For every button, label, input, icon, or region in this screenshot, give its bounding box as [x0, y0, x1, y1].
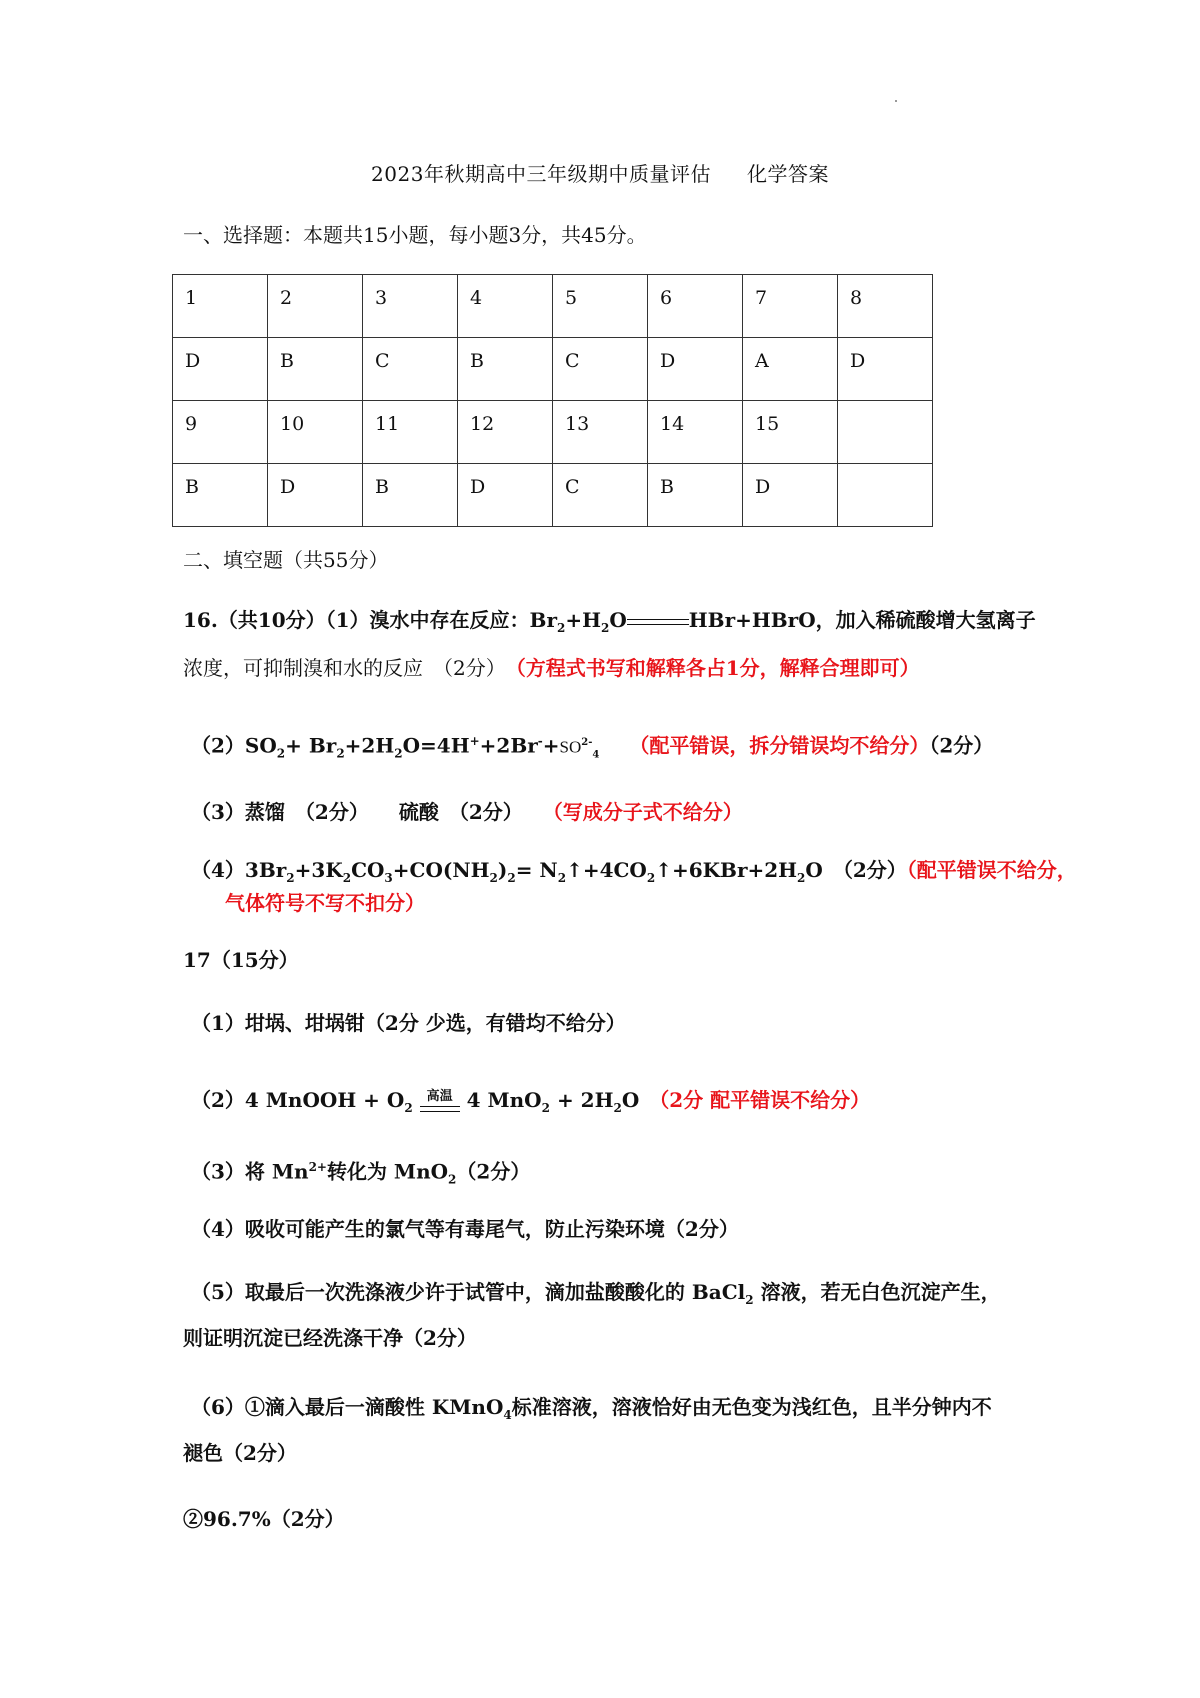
subscript: 2 [394, 746, 403, 761]
table-cell: D [458, 464, 553, 527]
text: （2）SO [191, 733, 277, 758]
table-cell: 3 [363, 275, 458, 338]
speck [895, 100, 897, 102]
subscript: 2 [342, 871, 352, 885]
table-cell: B [363, 464, 458, 527]
q17-part1: （1）坩埚、坩埚钳（2分 少选，有错均不给分） [191, 1011, 626, 1035]
text: +H [565, 608, 601, 632]
table-cell: 2 [268, 275, 363, 338]
table-cell: D [268, 464, 363, 527]
text: ↑+4CO [566, 858, 647, 882]
table-cell: A [743, 338, 838, 401]
text: O [609, 608, 627, 632]
q16-part4: $(4)3Br_2+3K_2CO_3+CO(NH_2)_2=$ $N_2↑+4CO_2↑+6KBr+2H_2O$ （2分）（配平错误不给分， [191, 858, 1077, 885]
subscript: 2 [745, 1293, 754, 1307]
table-cell: C [553, 464, 648, 527]
table-cell: 10 [268, 401, 363, 464]
table-cell: C [553, 338, 648, 401]
table-cell: 14 [648, 401, 743, 464]
subscript: 2 [556, 621, 566, 635]
subscript: 2 [557, 871, 567, 885]
subscript: 2 [797, 871, 806, 885]
page-title [0, 158, 1200, 187]
equilibrium-sign [627, 613, 689, 631]
superscript: 2+ [308, 1160, 327, 1174]
table-cell: 4 [458, 275, 553, 338]
q17-part6-line2: 褪色（2分） [183, 1441, 297, 1465]
table-cell [838, 464, 933, 527]
table-cell: 8 [838, 275, 933, 338]
section-choice-heading: 一、选择题：本题共15小题，每小题3分，共45分。 [183, 223, 647, 247]
table-cell: 6 [648, 275, 743, 338]
grading-note: （方程式书写和解释各占1分，解释合理即可） [515, 656, 920, 680]
text: HBr+HBrO，加入稀硫酸增大氢离子 [688, 608, 1036, 632]
table-cell: 13 [553, 401, 648, 464]
text: O （2分） [805, 858, 907, 882]
text: （2）4 MnOOH + O [191, 1088, 405, 1112]
sulfate-ion: SO [559, 737, 582, 757]
text: = N [515, 858, 558, 882]
title-main: 2023年秋期高中三年级期中质量评估 [371, 162, 711, 186]
table-cell: B [458, 338, 553, 401]
text: O=4H [402, 733, 470, 758]
text: （6）①滴入最后一滴酸性 KMnO [191, 1395, 504, 1419]
subscript: 2 [336, 746, 345, 761]
table-cell: B [173, 464, 268, 527]
grading-note: （2分 配平错误不给分） [659, 1088, 871, 1112]
table-cell [838, 401, 933, 464]
text: （5）取最后一次洗涤液少许于试管中，滴加盐酸酸化的 BaCl [191, 1280, 746, 1304]
q16-line1 [183, 605, 1036, 643]
grading-note: （写成分子式不给分） [552, 800, 743, 824]
text: （3）将 Mn [191, 1159, 309, 1184]
text: 标准溶液，溶液恰好由无色变为浅红色，且半分钟内不 [511, 1395, 992, 1419]
q17-part5-line2: 则证明沉淀已经洗涤干净（2分） [183, 1326, 477, 1350]
subscript: 2 [276, 746, 286, 761]
q16-part2: $(2)SO_2+ Br_2+2H_2O=4H^++2Br^-+SO^{2-}_4$ （配平错误，拆分错误均不给分）（2分） [191, 733, 994, 761]
q17-part2 [191, 1085, 870, 1123]
text: ) [497, 858, 508, 882]
q17-heading: 17（15分） [183, 948, 299, 972]
subscript: 2 [489, 871, 498, 885]
table-row [173, 401, 933, 464]
subscript: 2 [601, 621, 610, 635]
q16-part4-note2: 气体符号不写不扣分） [225, 891, 425, 915]
grading-note: （配平错误不给分， [906, 858, 1077, 882]
table-cell: D [838, 338, 933, 401]
text: +2H [344, 733, 395, 758]
text: （2分） [456, 1159, 531, 1184]
table-cell: C [363, 338, 458, 401]
table-row [173, 275, 933, 338]
text: +3K [294, 858, 343, 882]
text: 转化为 MnO [326, 1159, 449, 1184]
reaction-condition [420, 1090, 460, 1114]
text: 溶液，若无白色沉淀产生， [760, 1280, 1001, 1304]
title-sub: 化学答案 [746, 162, 829, 186]
condition-label: 高温 [426, 1088, 453, 1104]
q17-part4: （4）吸收可能产生的氯气等有毒尾气，防止污染环境（2分） [191, 1217, 739, 1241]
text: CO [351, 858, 385, 882]
table-cell: 15 [743, 401, 838, 464]
table-row [173, 338, 933, 401]
q17-part3 [191, 1152, 530, 1195]
text: + 2H [556, 1088, 614, 1112]
text: 浓度，可抑制溴和水的反应 （2分） [183, 656, 496, 680]
answer-table [172, 274, 933, 527]
subscript: 2 [404, 1101, 413, 1115]
text: O [621, 1088, 640, 1112]
text: 4 MnO [466, 1088, 542, 1112]
table-cell: 5 [553, 275, 648, 338]
q16-line2 [183, 653, 920, 683]
table-cell: 1 [173, 275, 268, 338]
table-cell: 11 [363, 401, 458, 464]
table-cell: D [648, 338, 743, 401]
q17-part6-2: ②96.7%（2分） [183, 1507, 345, 1531]
q17-part6: （6）①滴入最后一滴酸性 KMnO$_4$标准溶液，溶液恰好由无色变为浅红色，且半分钟内不 [191, 1395, 992, 1422]
table-cell: B [648, 464, 743, 527]
subscript: 2 [448, 1172, 457, 1187]
text: ↑+6KBr+2H [655, 858, 798, 882]
table-cell: 12 [458, 401, 553, 464]
q16-part3 [191, 797, 743, 827]
section-fill-heading: 二、填空题（共55分） [183, 548, 389, 572]
table-cell: D [743, 464, 838, 527]
grading-note: （配平错误，拆分错误均不给分） [639, 733, 930, 758]
q17-part5 [191, 1277, 1001, 1315]
subscript: 2 [286, 871, 295, 885]
subscript: 2 [646, 871, 656, 885]
table-cell: 7 [743, 275, 838, 338]
text: （2分） [929, 733, 994, 758]
subscript: 2 [541, 1101, 550, 1115]
text: 16.（共10分）（1）溴水中存在反应：Br [183, 608, 557, 632]
table-row [173, 464, 933, 527]
text: +2Br [479, 733, 538, 758]
text: + Br [285, 733, 337, 758]
subscript: 2 [507, 871, 516, 885]
table-cell: 9 [173, 401, 268, 464]
subscript: 2 [613, 1101, 622, 1115]
text: + [542, 733, 560, 758]
text: +CO(NH [392, 858, 490, 882]
table-cell: B [268, 338, 363, 401]
table-cell: D [173, 338, 268, 401]
text: （3）蒸馏 （2分） 硫酸 （2分） [191, 800, 513, 824]
text: （4）3Br [191, 858, 287, 882]
